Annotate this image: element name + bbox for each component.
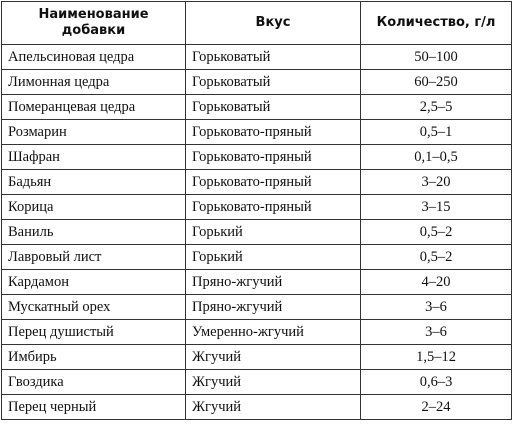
table-row <box>2 395 512 420</box>
cell-name: Имбирь <box>2 345 186 370</box>
cell-taste: Горький <box>186 245 361 270</box>
cell-taste: Горьковато-пряный <box>186 120 361 145</box>
cell-name: Корица <box>2 195 186 220</box>
cell-quantity: 3–6 <box>361 295 512 320</box>
cell-taste: Горький <box>186 220 361 245</box>
cell-taste: Горьковато-пряный <box>186 170 361 195</box>
table-row <box>2 220 512 245</box>
cell-name: Померанцевая цедра <box>2 95 186 120</box>
cell-name: Мускатный орех <box>2 295 186 320</box>
cell-name: Бадьян <box>2 170 186 195</box>
table-row <box>2 70 512 95</box>
table-row <box>2 270 512 295</box>
cell-taste: Жгучий <box>186 395 361 420</box>
table-row <box>2 145 512 170</box>
table-row <box>2 345 512 370</box>
table-header <box>2 2 512 45</box>
table-row <box>2 45 512 70</box>
header-name: Наименование добавки <box>2 2 186 45</box>
cell-taste: Горьковато-пряный <box>186 145 361 170</box>
cell-quantity: 0,5–1 <box>361 120 512 145</box>
cell-name: Лавровый лист <box>2 245 186 270</box>
cell-name: Перец душистый <box>2 320 186 345</box>
table-row <box>2 95 512 120</box>
additives-table <box>1 1 512 420</box>
cell-quantity: 0,5–2 <box>361 220 512 245</box>
cell-quantity: 0,6–3 <box>361 370 512 395</box>
table-row <box>2 245 512 270</box>
cell-name: Гвоздика <box>2 370 186 395</box>
cell-quantity: 2–24 <box>361 395 512 420</box>
cell-quantity: 0,5–2 <box>361 245 512 270</box>
table-row <box>2 370 512 395</box>
cell-taste: Жгучий <box>186 370 361 395</box>
cell-name: Апельсиновая цедра <box>2 45 186 70</box>
cell-taste: Умеренно-жгучий <box>186 320 361 345</box>
table-body <box>2 45 512 420</box>
cell-taste: Пряно-жгучий <box>186 295 361 320</box>
cell-taste: Горьковато-пряный <box>186 195 361 220</box>
table-row <box>2 320 512 345</box>
cell-quantity: 3–6 <box>361 320 512 345</box>
table-row <box>2 195 512 220</box>
table-row <box>2 120 512 145</box>
cell-name: Лимонная цедра <box>2 70 186 95</box>
cell-quantity: 4–20 <box>361 270 512 295</box>
header-row <box>2 2 512 45</box>
cell-quantity: 1,5–12 <box>361 345 512 370</box>
cell-name: Шафран <box>2 145 186 170</box>
cell-quantity: 60–250 <box>361 70 512 95</box>
header-taste: Вкус <box>186 2 361 45</box>
cell-quantity: 0,1–0,5 <box>361 145 512 170</box>
cell-taste: Горьковатый <box>186 45 361 70</box>
table-row <box>2 170 512 195</box>
cell-name: Перец черный <box>2 395 186 420</box>
cell-name: Розмарин <box>2 120 186 145</box>
cell-quantity: 50–100 <box>361 45 512 70</box>
cell-taste: Пряно-жгучий <box>186 270 361 295</box>
cell-name: Кардамон <box>2 270 186 295</box>
cell-quantity: 3–20 <box>361 170 512 195</box>
cell-taste: Горьковатый <box>186 95 361 120</box>
cell-name: Ваниль <box>2 220 186 245</box>
cell-taste: Горьковатый <box>186 70 361 95</box>
cell-quantity: 3–15 <box>361 195 512 220</box>
cell-taste: Жгучий <box>186 345 361 370</box>
cell-quantity: 2,5–5 <box>361 95 512 120</box>
table-row <box>2 295 512 320</box>
header-quantity: Количество, г/л <box>361 2 512 45</box>
